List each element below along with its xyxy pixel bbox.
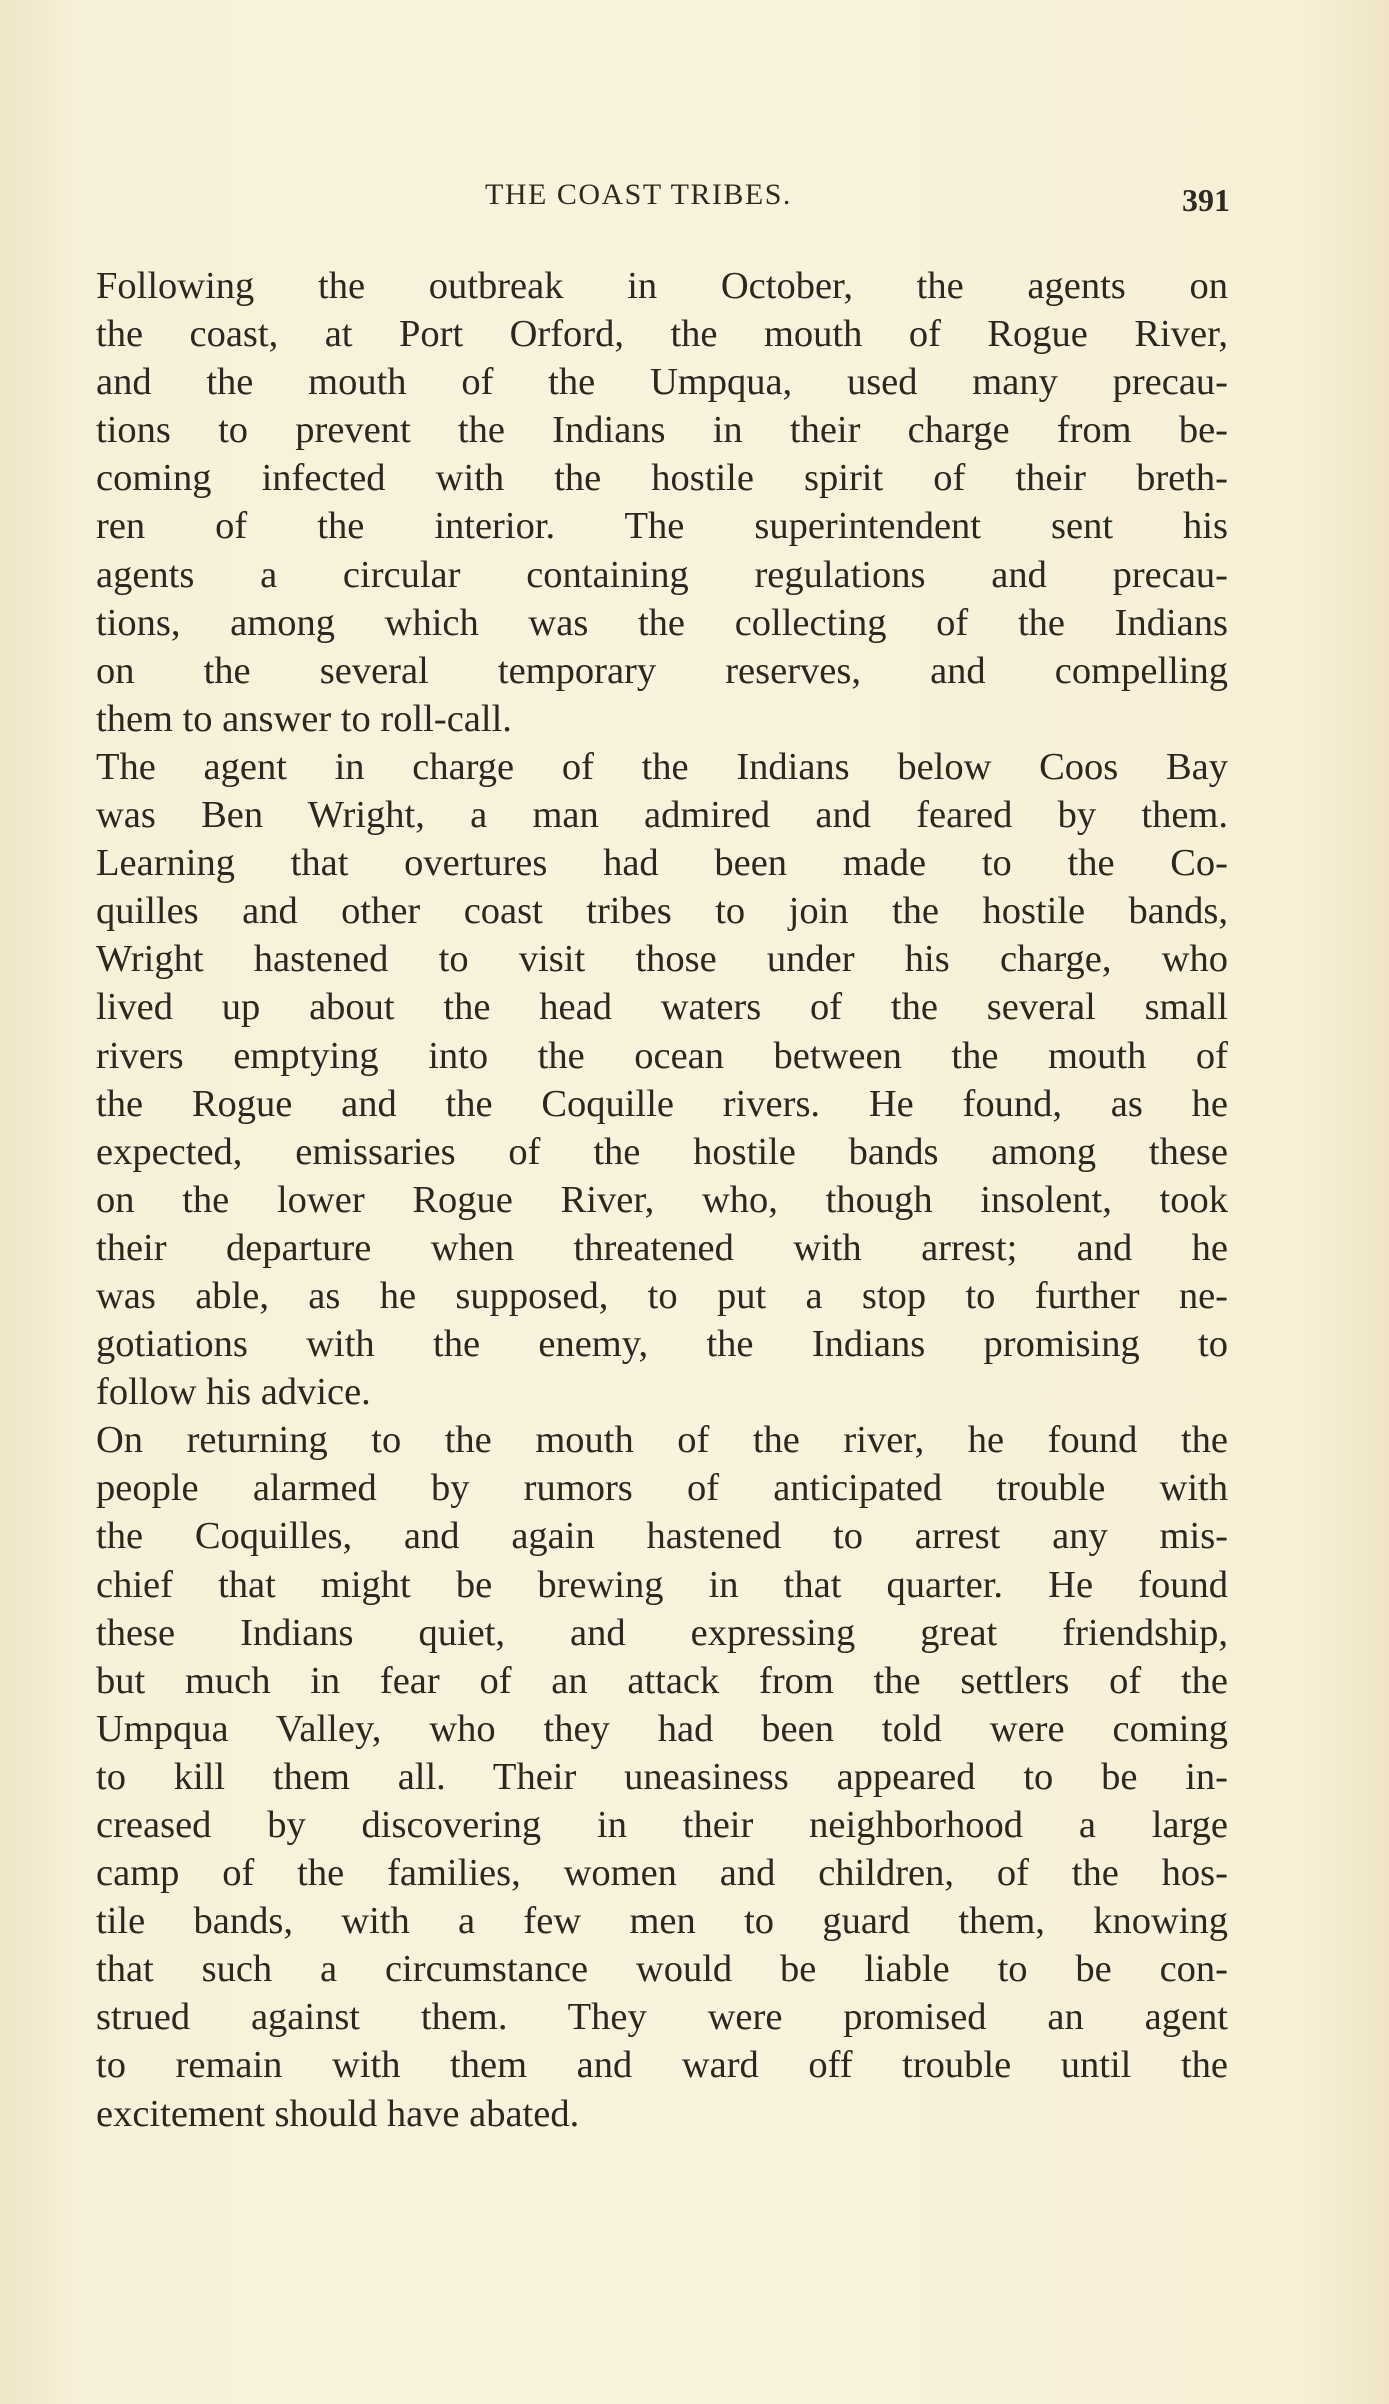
text-line: The agent in charge of the Indians below Coos Bay xyxy=(96,745,1228,788)
text-line: these Indians quiet, and expressing great friendship, xyxy=(96,1611,1228,1654)
paragraph-2 xyxy=(96,743,1228,1416)
text-line: was Ben Wright, a man admired and feared by them. xyxy=(96,794,1228,837)
text-line: coming infected with the hostile spirit of their breth- xyxy=(96,457,1228,500)
text-line: Umpqua Valley, who they had been told were coming xyxy=(96,1707,1228,1750)
text-line: on the several temporary reserves, and compelling xyxy=(96,649,1228,692)
text-line: on the lower Rogue River, who, though insolent, took xyxy=(96,1178,1228,1221)
text-line: lived up about the head waters of the several small xyxy=(96,986,1228,1029)
text-line: strued against them. They were promised an agent xyxy=(96,1996,1228,2039)
text-line: Wright hastened to visit those under his charge, who xyxy=(96,938,1228,981)
text-line: chief that might be brewing in that quarter. He found xyxy=(96,1563,1228,1606)
paragraph-3 xyxy=(96,1416,1228,2137)
text-line: Learning that overtures had been made to the Co- xyxy=(96,842,1228,885)
text-line: agents a circular containing regulations and precau- xyxy=(96,553,1228,596)
text-line: creased by discovering in their neighborhood a large xyxy=(96,1804,1228,1846)
running-head xyxy=(130,178,1230,228)
text-line: ren of the interior. The superintendent sent his xyxy=(96,505,1228,548)
text-line: rivers emptying into the ocean between the mouth of xyxy=(96,1034,1228,1077)
text-line: to kill them all. Their uneasiness appeared to be in- xyxy=(96,1755,1228,1798)
text-line: but much in fear of an attack from the settlers of the xyxy=(96,1659,1228,1702)
text-line: was able, as he supposed, to put a stop to further ne- xyxy=(96,1274,1228,1317)
text-line: gotiations with the enemy, the Indians promising to xyxy=(96,1323,1228,1366)
paragraph-1 xyxy=(96,262,1228,743)
text-line: tions to prevent the Indians in their charge from be- xyxy=(96,409,1228,452)
text-line: to remain with them and ward off trouble until the xyxy=(96,2044,1228,2087)
text-line: expected, emissaries of the hostile bands among these xyxy=(96,1130,1228,1173)
text-line: Following the outbreak in October, the agents on xyxy=(96,265,1228,307)
text-line: tions, among which was the collecting of the Indians xyxy=(96,601,1228,644)
text-line: excitement should have abated. xyxy=(96,2092,580,2135)
text-line: quilles and other coast tribes to join the hostile bands, xyxy=(96,890,1228,933)
text-line: the coast, at Port Orford, the mouth of Rogue River, xyxy=(96,313,1228,356)
text-line: and the mouth of the Umpqua, used many precau- xyxy=(96,361,1228,404)
running-title: THE COAST TRIBES. xyxy=(485,178,792,211)
text-line: people alarmed by rumors of anticipated trouble with xyxy=(96,1467,1228,1510)
text-line: follow his advice. xyxy=(96,1371,371,1414)
text-line: them to answer to roll-call. xyxy=(96,697,512,740)
text-line: that such a circumstance would be liable to be con- xyxy=(96,1948,1228,1991)
text-line: On returning to the mouth of the river, he found the xyxy=(96,1419,1228,1462)
text-line: camp of the families, women and children, of the hos- xyxy=(96,1852,1228,1895)
text-line: the Rogue and the Coquille rivers. He found, as he xyxy=(96,1082,1228,1125)
text-line: tile bands, with a few men to guard them, knowing xyxy=(96,1900,1228,1943)
text-line: the Coquilles, and again hastened to arrest any mis- xyxy=(96,1515,1228,1558)
page-number: 391 xyxy=(1182,182,1230,218)
text-line: their departure when threatened with arrest; and he xyxy=(96,1226,1228,1269)
body-text xyxy=(96,262,1228,2138)
